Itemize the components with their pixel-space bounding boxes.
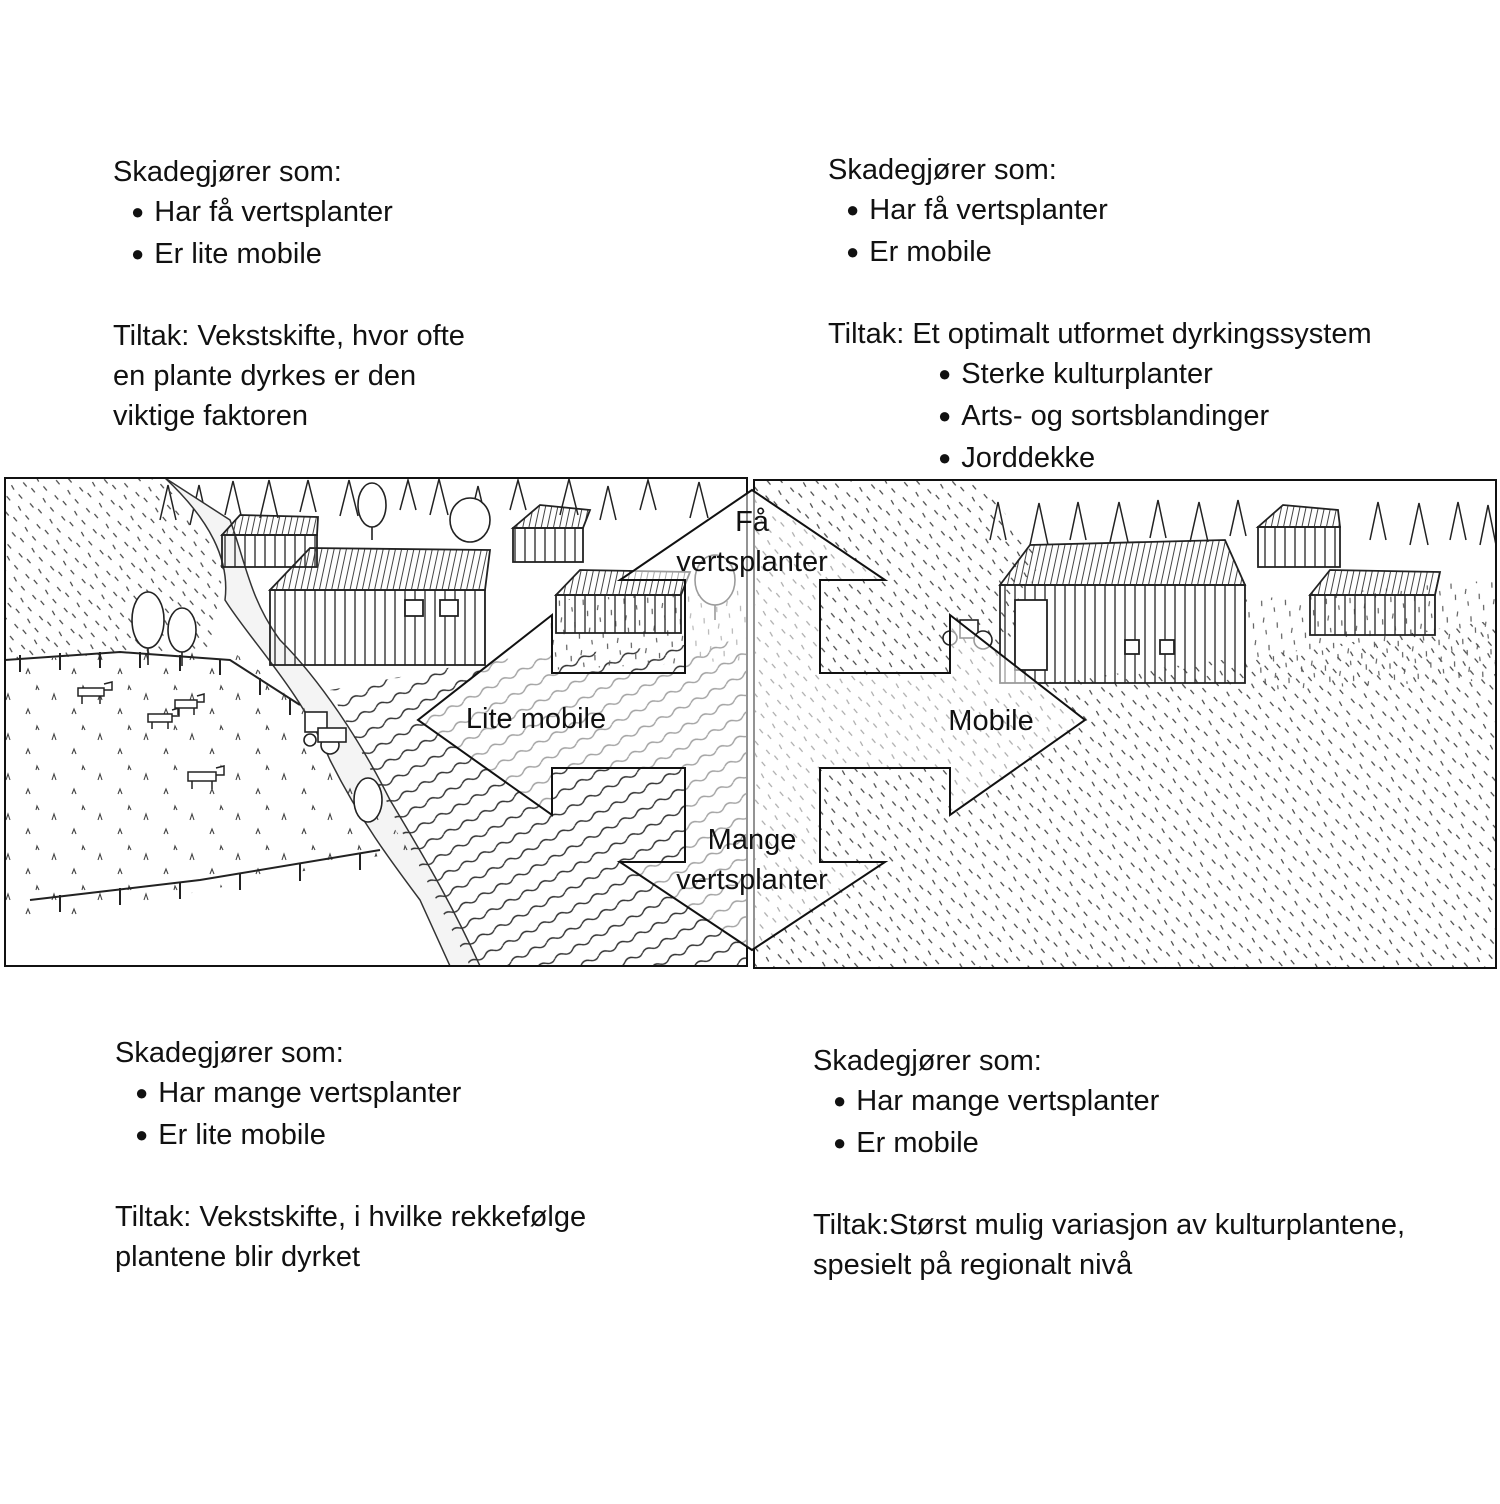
tiltak-line: viktige faktoren	[113, 400, 309, 432]
heading: Skadegjører som:	[828, 154, 1057, 186]
tiltak-line: spesielt på regionalt nivå	[813, 1249, 1133, 1281]
tiltak-bullet-list	[938, 354, 1372, 480]
bullet-item: ● Har mange vertsplanter	[135, 1073, 586, 1115]
tiltak-line: plantene blir dyrket	[115, 1241, 361, 1273]
tiltak-line: Tiltak:Størst mulig variasjon av kulturplantene,	[813, 1209, 1406, 1241]
bullet-item: ● Er mobile	[846, 232, 1372, 274]
bullet-item: ● Er lite mobile	[135, 1115, 586, 1157]
bullet-list	[135, 1073, 586, 1157]
bullet-item: ● Jorddekke	[938, 438, 1372, 480]
heading: Skadegjører som:	[113, 156, 342, 188]
bullet-item: ● Sterke kulturplanter	[938, 354, 1372, 396]
bullet-item: ● Har få vertsplanter	[131, 192, 465, 234]
tiltak-line: Tiltak: Vekstskifte, hvor ofte	[113, 320, 465, 352]
quadrant-top-left	[113, 152, 465, 436]
arrow-label-up: Få vertsplanter	[676, 506, 828, 578]
tiltak-line: Tiltak: Vekstskifte, i hvilke rekkefølge	[115, 1201, 587, 1233]
heading: Skadegjører som:	[813, 1045, 1042, 1077]
quadrant-bottom-right	[813, 1041, 1405, 1285]
tiltak-line: Tiltak: Et optimalt utformet dyrkingssystem	[828, 318, 1372, 350]
quadrant-top-right	[828, 150, 1372, 480]
bullet-list	[131, 192, 465, 276]
quadrant-bottom-left	[115, 1033, 586, 1277]
bullet-item: ● Har mange vertsplanter	[833, 1081, 1405, 1123]
arrow-label-right: Mobile	[948, 705, 1034, 737]
bullet-list	[833, 1081, 1405, 1165]
bullet-item: ● Arts- og sortsblandinger	[938, 396, 1372, 438]
arrow-label-down: Mange vertsplanter	[676, 824, 828, 896]
heading: Skadegjører som:	[115, 1037, 344, 1069]
bullet-item: ● Er mobile	[833, 1123, 1405, 1165]
bullet-item: ● Er lite mobile	[131, 234, 465, 276]
arrow-label-left: Lite mobile	[465, 703, 607, 735]
bullet-item: ● Har få vertsplanter	[846, 190, 1372, 232]
tiltak-line: en plante dyrkes er den	[113, 360, 417, 392]
bullet-list	[846, 190, 1372, 274]
